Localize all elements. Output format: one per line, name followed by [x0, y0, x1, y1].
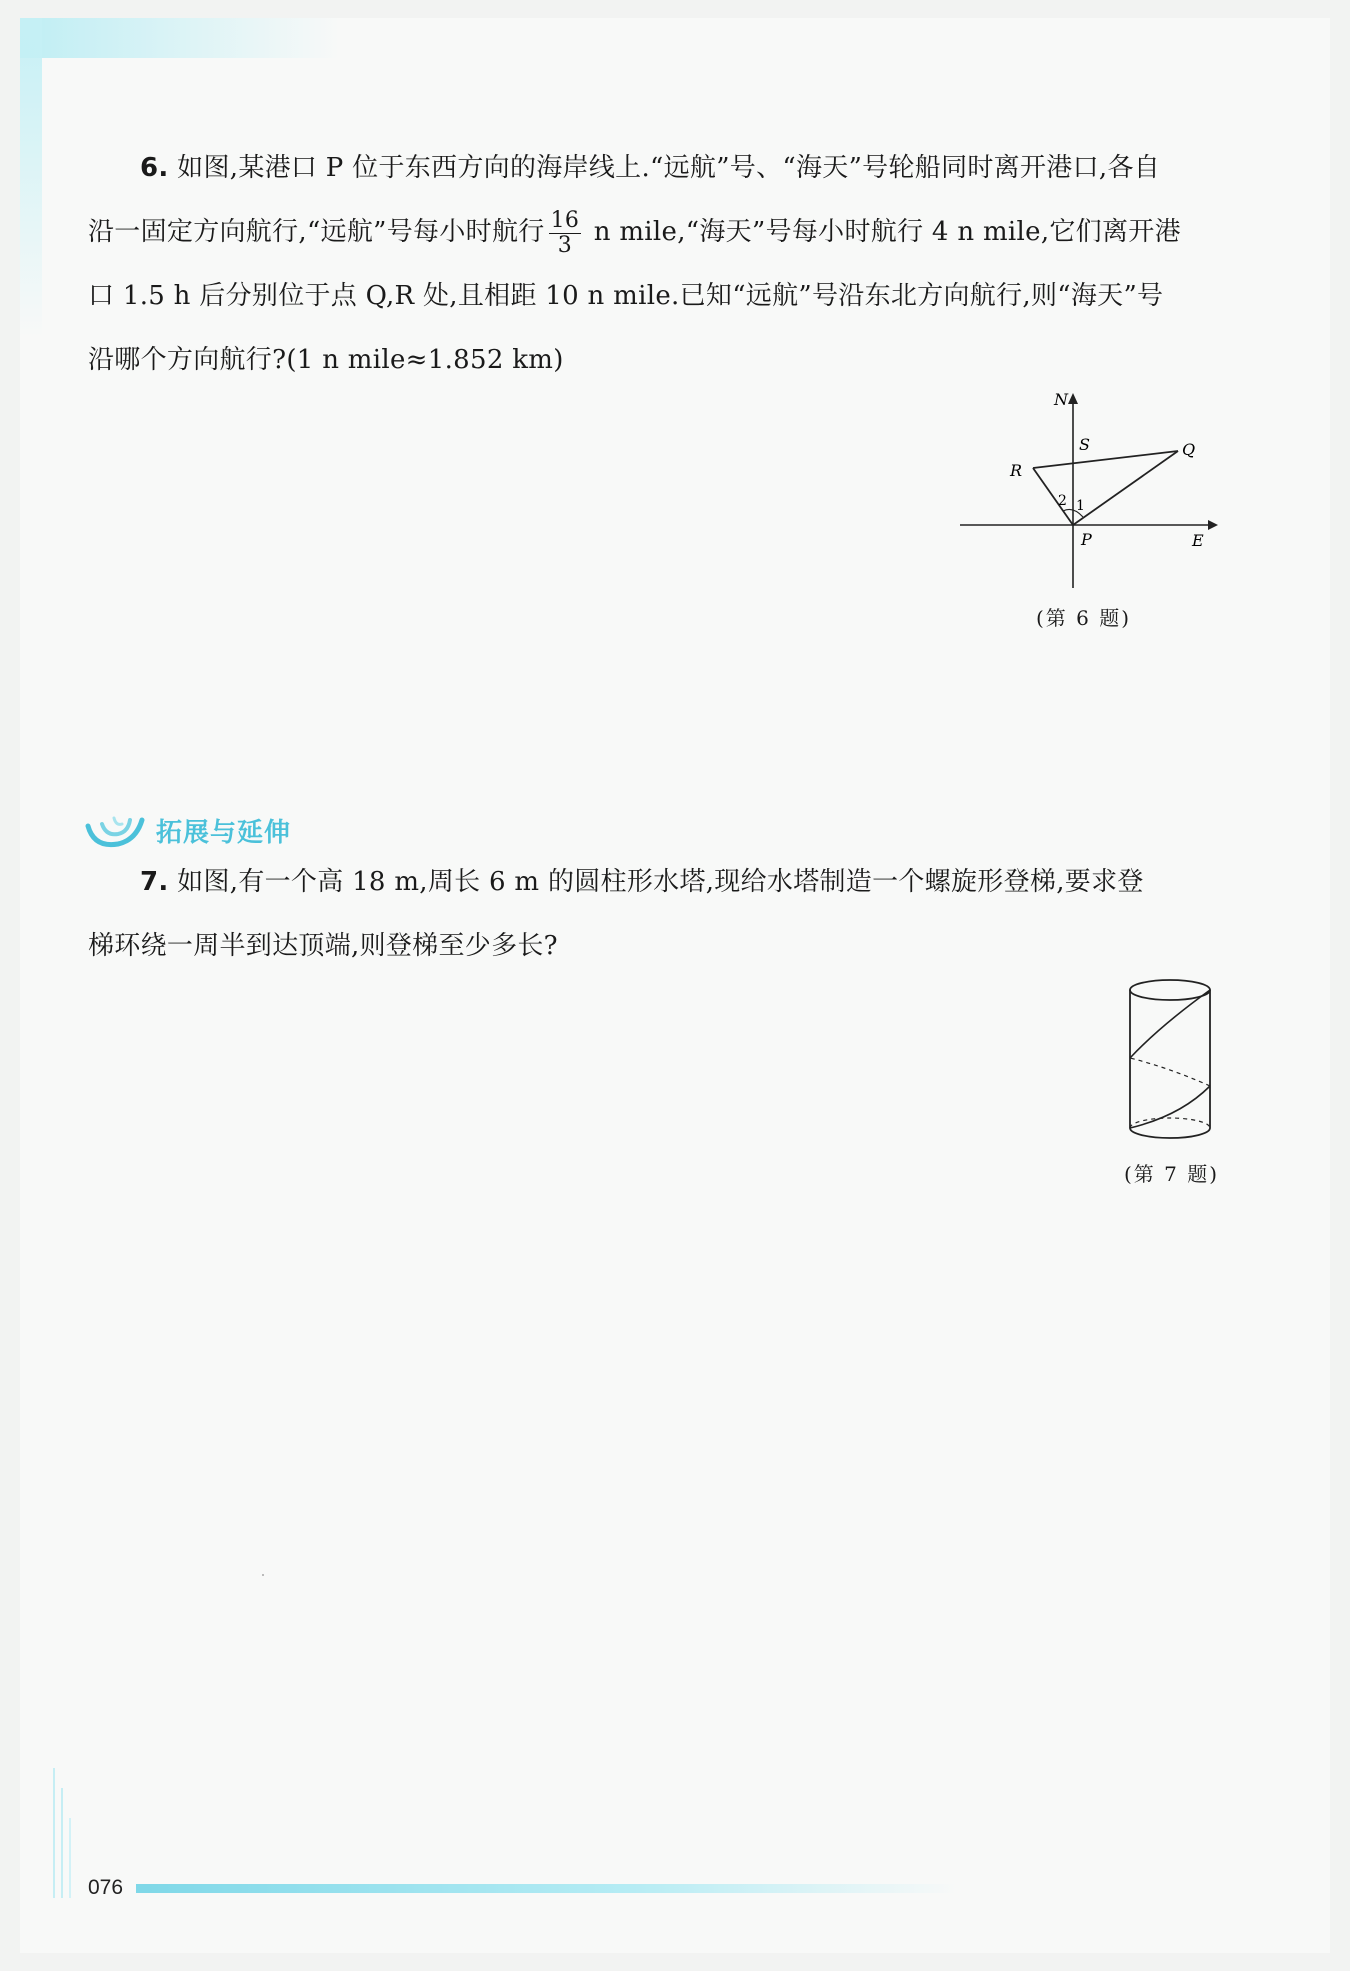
fraction-denominator: 3 — [557, 232, 573, 258]
figure-7-cylinder — [1120, 976, 1220, 1142]
north-arrow — [1068, 393, 1078, 404]
fraction-16-3 — [549, 209, 582, 258]
figure-6-diagram — [950, 388, 1220, 598]
angle-label-2: 2 — [1058, 493, 1067, 509]
problem-6-line-4: 沿哪个方向航行?(1 n mile≈1.852 km) — [88, 345, 564, 375]
helix-back — [1130, 1058, 1210, 1086]
label-P: P — [1081, 530, 1092, 549]
problem-6-text — [88, 136, 1213, 392]
corner-decoration — [20, 18, 340, 58]
problem-7-line-1 — [88, 850, 1213, 914]
problem-6-line-1-text: 如图,某港口 P 位于东西方向的海岸线上.“远航”号、“海天”号轮船同时离开港口,各自 — [177, 153, 1161, 183]
page-number: 076 — [88, 1876, 124, 1899]
problem-6-line-2 — [88, 200, 1213, 264]
stray-dot — [262, 1574, 264, 1576]
section-title: 拓展与延伸 — [156, 818, 292, 848]
helix-front-lower — [1130, 1086, 1210, 1128]
problem-7-line-2: 梯环绕一周半到达顶端,则登梯至少多长? — [88, 931, 558, 961]
angle-label-1: 1 — [1076, 498, 1085, 514]
figure-6-caption: (第 6 题) — [1036, 606, 1132, 630]
label-S: S — [1079, 435, 1090, 454]
label-Q: Q — [1182, 440, 1196, 459]
label-N: N — [1054, 390, 1068, 409]
problem-6-line-1 — [88, 136, 1213, 200]
section-swoosh-icon — [84, 808, 148, 852]
footer-bar — [136, 1884, 956, 1893]
fraction-numerator: 16 — [550, 207, 580, 233]
east-arrow — [1208, 520, 1218, 530]
label-R: R — [1010, 461, 1023, 480]
problem-6-line-3: 口 1.5 h 后分别位于点 Q,R 处,且相距 10 n mile.已知“远航”号沿东北方向航行,则“海天”号 — [88, 281, 1164, 311]
cylinder-bottom-back — [1130, 1118, 1210, 1128]
figure-7-caption: (第 7 题) — [1124, 1162, 1220, 1186]
cylinder-top-ellipse — [1130, 980, 1210, 1000]
problem-7-line-1-text: 如图,有一个高 18 m,周长 6 m 的圆柱形水塔,现给水塔制造一个螺旋形登梯,要求登 — [177, 867, 1144, 897]
corner-decoration-vertical — [20, 18, 42, 338]
problem-7-text — [88, 850, 1213, 978]
section-header — [84, 808, 484, 852]
problem-6-number: 6. — [140, 153, 169, 183]
segment-PR — [1033, 468, 1073, 525]
label-E: E — [1192, 531, 1204, 550]
cylinder-bottom-front — [1130, 1128, 1210, 1138]
margin-decoration-lines — [52, 1768, 82, 1898]
problem-6-line-2-after: n mile,“海天”号每小时航行 4 n mile,它们离开港 — [585, 217, 1181, 247]
problem-7-number: 7. — [140, 867, 169, 897]
problem-6-line-2-before: 沿一固定方向航行,“远航”号每小时航行 — [88, 217, 545, 247]
